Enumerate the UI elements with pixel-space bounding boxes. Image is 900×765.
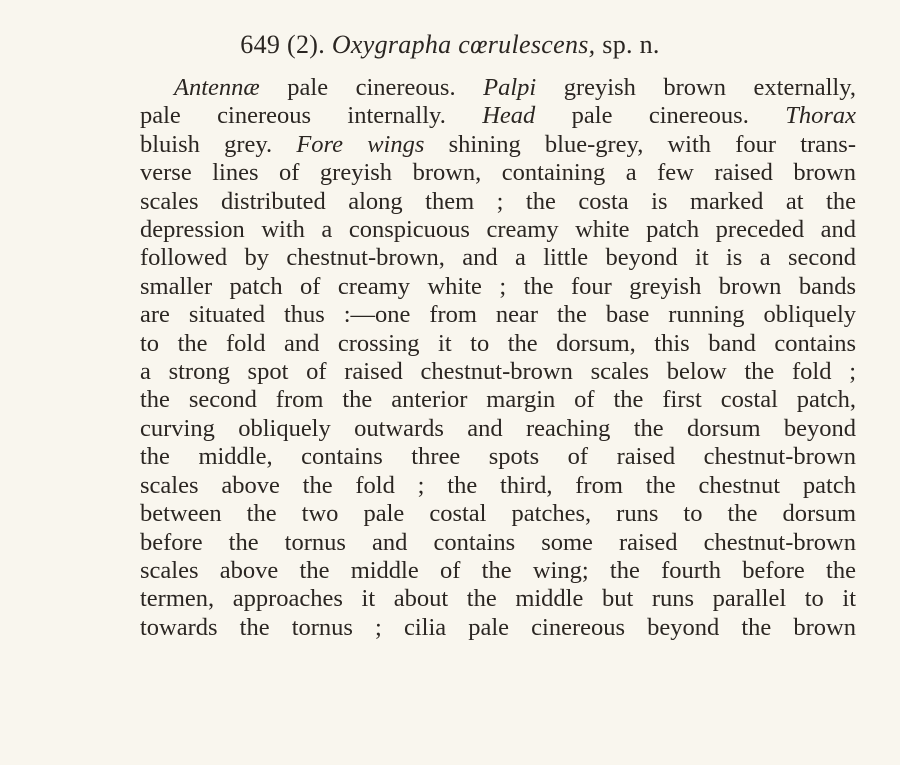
text-segment: a strong spot of raised chestnut-brown scales below the fold ; bbox=[140, 358, 856, 386]
text-segment: between the two pale costal patches, runs to the dorsum bbox=[140, 500, 856, 528]
text-segment: before the tornus and contains some raised chestnut-brown bbox=[140, 528, 856, 556]
text-segment: scales above the fold ; the third, from the chestnut patch bbox=[140, 471, 856, 499]
text-line bbox=[140, 557, 856, 585]
text-segment: pale cinereous. bbox=[535, 102, 786, 130]
text-segment: followed by chestnut-brown, and a little beyond it is a second bbox=[140, 244, 856, 272]
text-line bbox=[140, 301, 856, 329]
italic-term: Palpi bbox=[483, 74, 537, 101]
species-suffix: sp. n. bbox=[602, 30, 660, 59]
text-segment: the middle, contains three spots of raised chestnut-brown bbox=[140, 443, 856, 471]
text-segment: scales above the middle of the wing; the fourth before the bbox=[140, 556, 856, 584]
italic-term: Head bbox=[482, 102, 536, 130]
italic-term: Fore wings bbox=[296, 130, 425, 158]
text-segment: shining blue-grey, with four trans- bbox=[424, 130, 856, 158]
text-line bbox=[140, 216, 856, 244]
text-line bbox=[140, 330, 856, 358]
text-line bbox=[140, 74, 856, 102]
text-segment: pale cinereous. bbox=[259, 74, 484, 101]
text-line bbox=[140, 244, 856, 272]
text-segment: curving obliquely outwards and reaching the dorsum beyond bbox=[140, 414, 856, 442]
italic-term: Thorax bbox=[785, 102, 856, 130]
text-segment: smaller patch of creamy white ; the four greyish brown bands bbox=[140, 272, 856, 300]
text-line bbox=[140, 529, 856, 557]
text-line bbox=[140, 500, 856, 528]
italic-term: Antennæ bbox=[174, 74, 260, 101]
species-heading bbox=[0, 30, 900, 60]
text-segment: greyish brown externally, bbox=[536, 74, 856, 101]
text-line bbox=[140, 273, 856, 301]
species-name: Oxygrapha cœrulescens, bbox=[331, 30, 596, 59]
text-segment: are situated thus :—one from near the base running obliquely bbox=[140, 301, 856, 329]
text-segment: towards the tornus ; cilia pale cinereous beyond the brown bbox=[140, 613, 856, 641]
text-line bbox=[140, 443, 856, 471]
species-description bbox=[140, 74, 856, 642]
text-segment: termen, approaches it about the middle but runs parallel to it bbox=[140, 585, 856, 613]
text-line bbox=[140, 614, 856, 642]
text-line bbox=[140, 159, 856, 187]
text-segment: depression with a conspicuous creamy white patch preceded and bbox=[140, 216, 856, 244]
text-line bbox=[140, 472, 856, 500]
text-segment: scales distributed along them ; the costa is marked at the bbox=[140, 187, 856, 215]
text-segment: verse lines of greyish brown, containing a few raised brown bbox=[140, 159, 856, 187]
species-number: 649 (2). bbox=[240, 30, 325, 59]
text-line bbox=[140, 386, 856, 414]
text-line bbox=[140, 585, 856, 613]
text-segment: bluish grey. bbox=[140, 130, 297, 158]
text-segment: to the fold and crossing it to the dorsum, this band contains bbox=[140, 329, 856, 357]
text-line bbox=[140, 358, 856, 386]
text-line bbox=[140, 102, 856, 130]
text-line bbox=[140, 188, 856, 216]
text-line bbox=[140, 415, 856, 443]
text-line bbox=[140, 131, 856, 159]
text-segment: pale cinereous internally. bbox=[140, 102, 483, 130]
text-segment: the second from the anterior margin of the first costal patch, bbox=[140, 386, 856, 414]
